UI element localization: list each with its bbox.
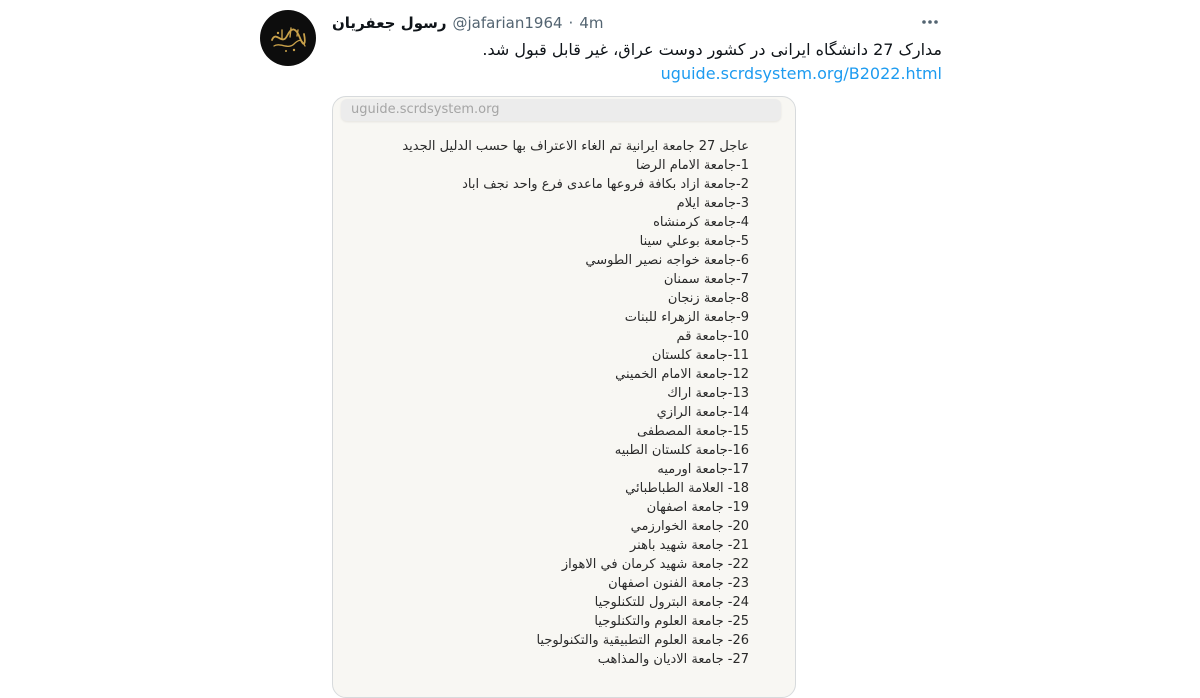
list-item: 2-جامعة ازاد بكافة فروعها ماعدى فرع واحد نجف اباد [462,177,749,192]
list-item: 22- جامعة شهيد كرمان في الاهواز [561,557,749,572]
list-item: 16-جامعة كلستان الطبيه [614,443,749,458]
tweet-link[interactable]: uguide.scrdsystem.org/B2022.html [660,64,942,83]
list-item: 7-جامعة سمنان [663,272,749,287]
list-item: 11-جامعة كلستان [651,348,749,363]
more-options-button[interactable] [916,8,944,36]
more-horizontal-icon [920,12,940,32]
list-item: 9-جامعة الزهراء للبنات [624,310,749,325]
list-item: 4-جامعة كرمنشاه [653,215,749,230]
list-item: 5-جامعة بوعلي سينا [639,234,749,249]
author-name[interactable]: رسول جعفریان [332,14,447,32]
card-url-bar [341,99,781,121]
card-url: uguide.scrdsystem.org [351,102,500,117]
avatar[interactable] [260,10,316,66]
list-item: 6-جامعة خواجه نصير الطوسي [585,253,749,268]
list-item: 3-جامعة ايلام [676,196,749,211]
list-item: 8-جامعة زنجان [667,291,749,306]
list-item: 14-جامعة الرازي [656,405,749,420]
university-list [393,156,749,669]
list-item: 26- جامعة العلوم التطبيقية والتكنولوجيا [536,633,749,648]
list-item: 19- جامعة اصفهان [646,500,749,515]
list-item: 15-جامعة المصطفى [636,424,749,439]
list-item: 25- جامعة العلوم والتكنلوجيا [594,614,749,629]
list-item: 23- جامعة الفنون اصفهان [608,576,749,591]
tweet-header [332,12,912,34]
calligraphy-avatar-icon [260,10,316,66]
separator-dot: · [568,14,574,32]
list-item: 27- جامعة الاديان والمذاهب [597,652,749,667]
attached-image-card[interactable] [332,96,796,698]
card-heading: عاجل 27 جامعة ايرانية تم الغاء الاعتراف بها حسب الدليل الجديد [402,139,749,154]
list-item: 20- جامعة الخوارزمي [630,519,749,534]
list-item: 24- جامعة البترول للتكنلوجيا [594,595,749,610]
tweet-timestamp[interactable]: 4m [579,14,604,32]
list-item: 18- العلامة الطباطبائي [625,481,749,496]
list-item: 1-جامعة الامام الرضا [635,158,749,173]
list-item: 10-جامعة قم [676,329,749,344]
list-item: 12-جامعة الامام الخميني [615,367,749,382]
tweet-text: مدارک 27 دانشگاه ایرانی در کشور دوست عراق، غیر قابل قبول شد. [482,40,942,59]
list-item: 13-جامعة اراك [667,386,749,401]
author-handle[interactable]: @jafarian1964 [452,14,563,32]
card-content [393,137,749,669]
list-item: 17-جامعة اورميه [657,462,749,477]
list-item: 21- جامعة شهيد باهنر [630,538,749,553]
